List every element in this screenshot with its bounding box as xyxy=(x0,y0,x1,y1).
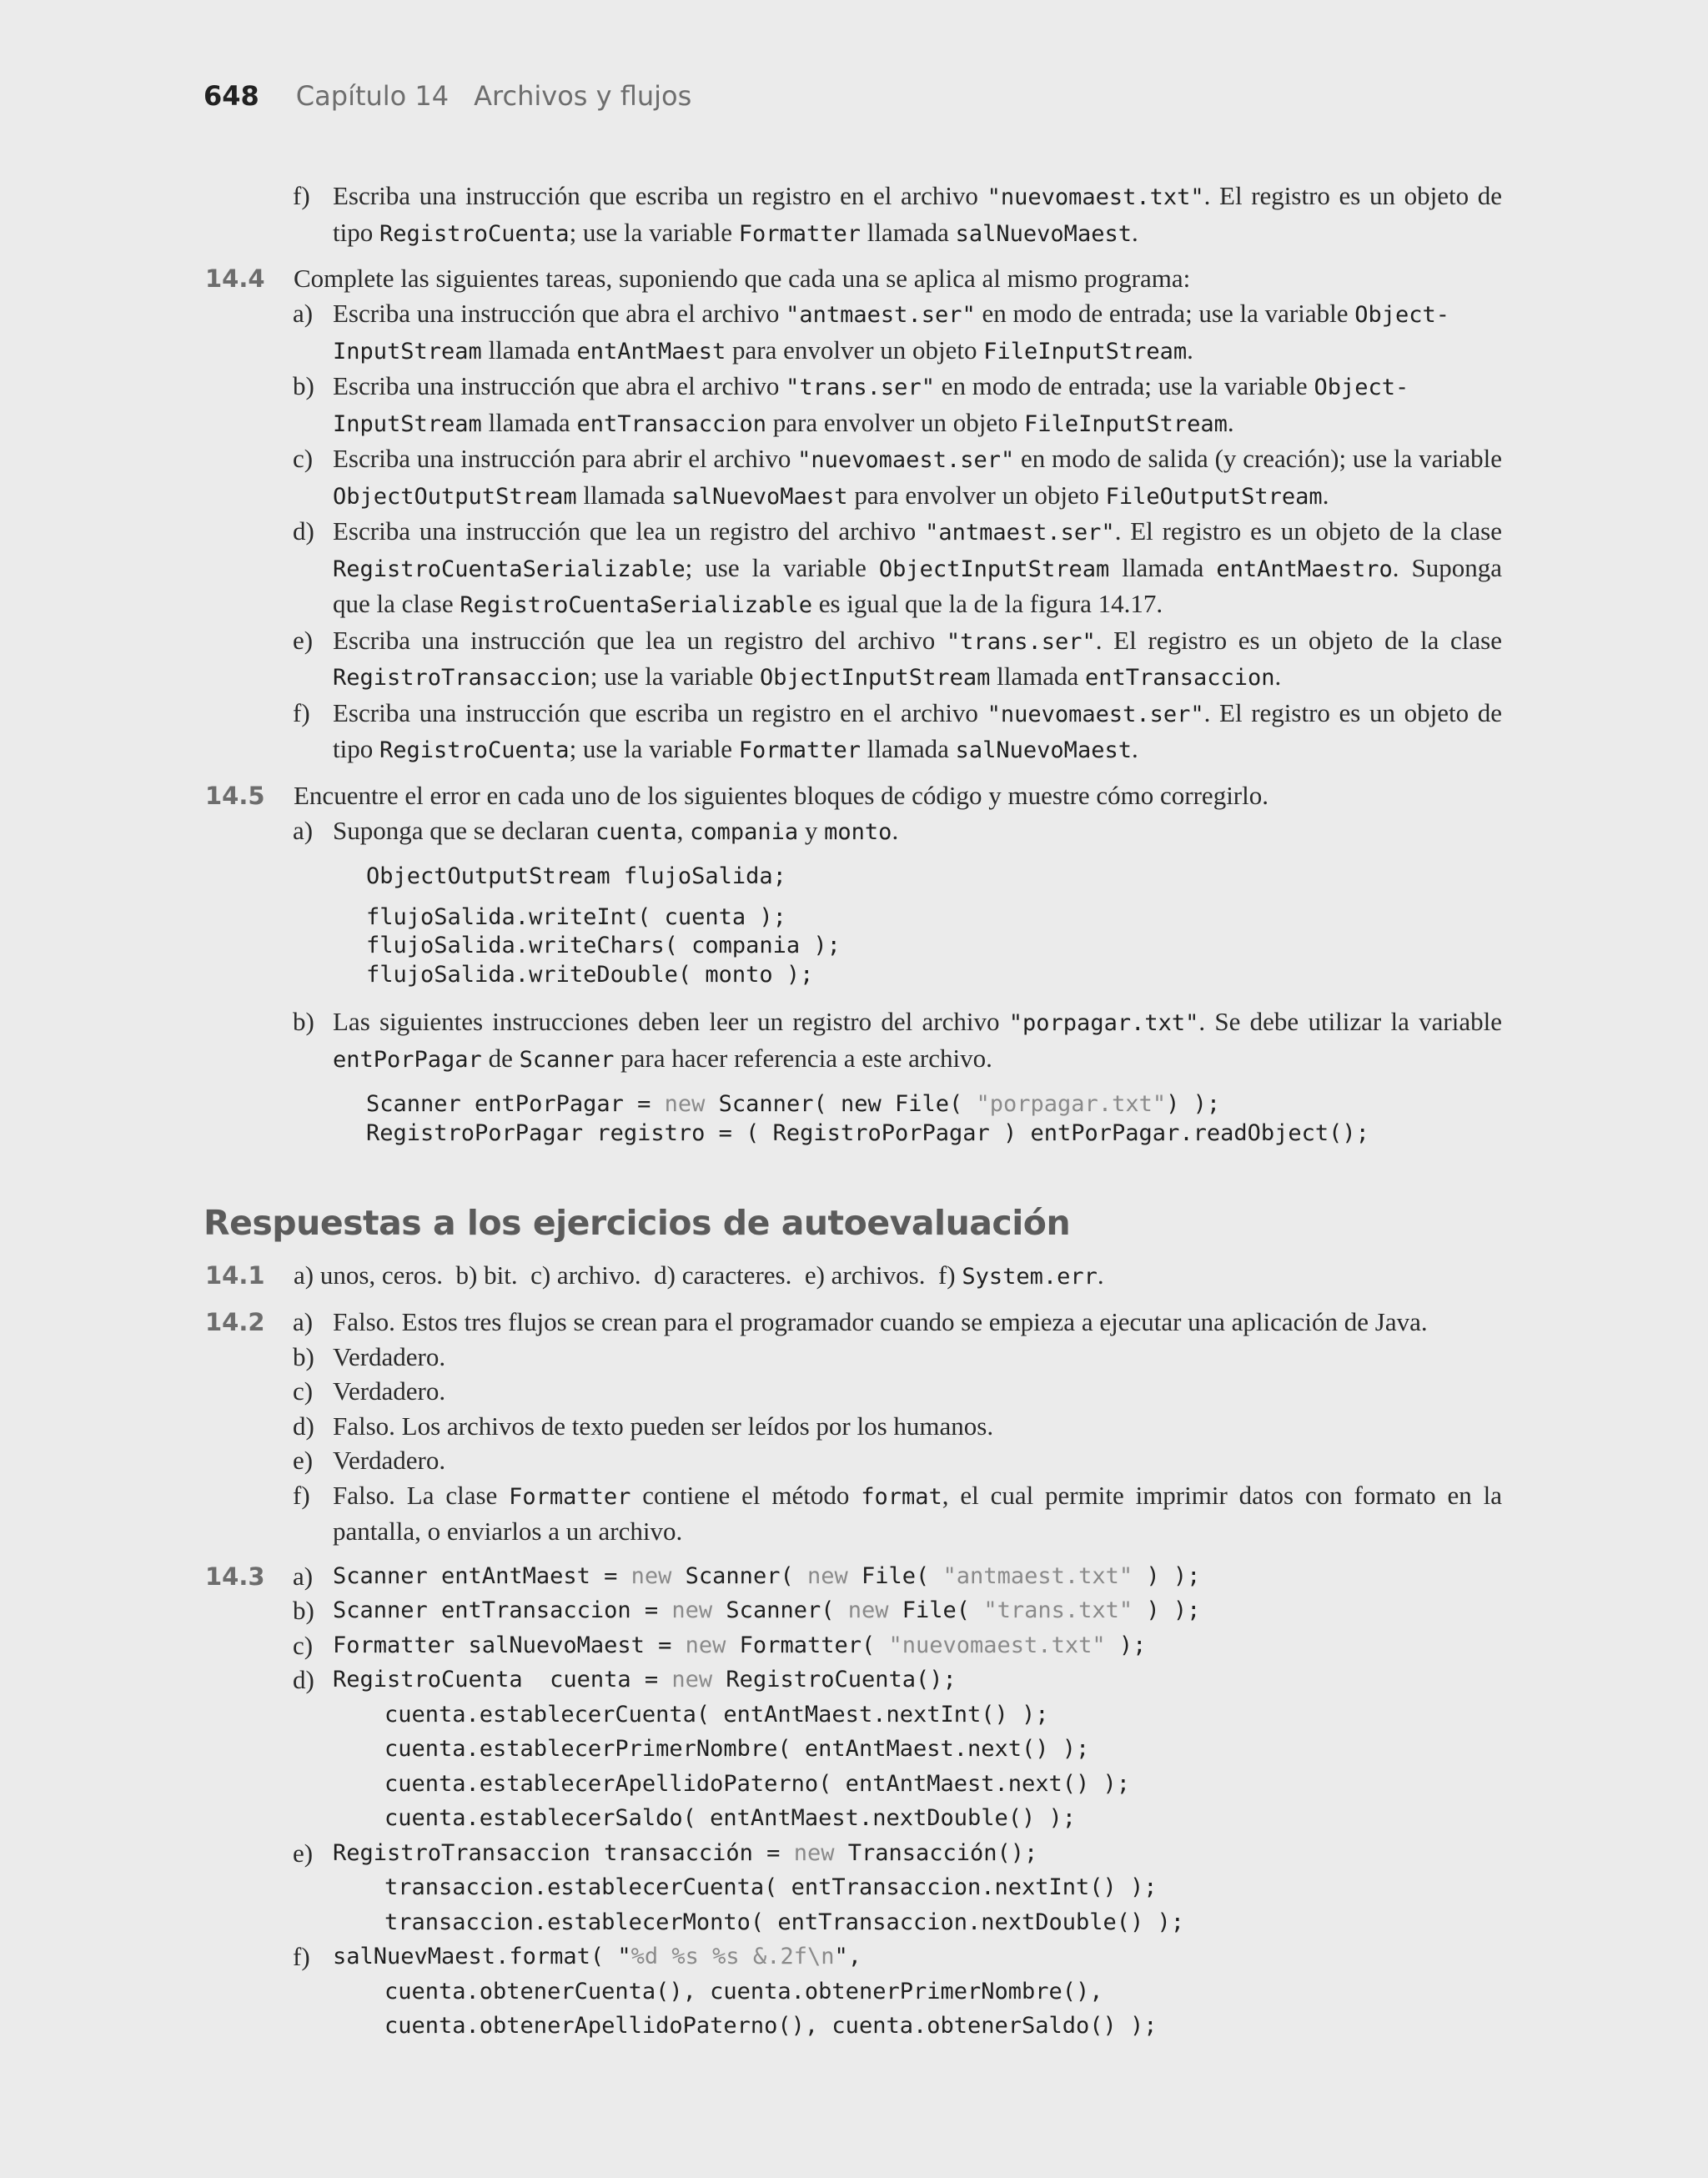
exercise-item-a xyxy=(0,296,1708,369)
code-line: Scanner entTransaccion = new Scanner( new File( "trans.txt" ) ); xyxy=(333,1597,1201,1623)
answer-item-a: a) Scanner entAntMaest = new Scanner( new File( "antmaest.txt" ) ); xyxy=(0,1559,1708,1594)
answer-item-d: d) Falso. Los archivos de texto pueden ser leídos por los humanos. xyxy=(293,1411,994,1441)
code-line: flujoSalida.writeInt( cuenta ); xyxy=(366,903,786,930)
item-letter: a) xyxy=(293,299,314,328)
exercise-item-d xyxy=(0,514,1708,623)
item-text: Escriba una instrucción que lea un registro del archivo "trans.ser". El registro es un objeto de la clase RegistroTransaccion; use la variable ObjectInputStream llamada entTransaccion. xyxy=(333,625,1502,691)
exercise-item-b xyxy=(0,369,1708,441)
exercise-item-e xyxy=(0,623,1708,696)
item-text: Las siguientes instrucciones deben leer un registro del archivo "porpagar.txt". Se debe utilizar la variable entPorPagar de Scanner para hacer referencia a este archivo. xyxy=(333,1007,1502,1073)
item-text: Escriba una instrucción que abra el archivo "trans.ser" en modo de entrada; use la variable Object- InputStream llamada entTransaccion para envolver un objeto FileInputStream. xyxy=(333,371,1409,437)
answer-item-f: f) salNuevMaest.format( "%d %s %s &.2f\n", cuenta.obtenerCuenta(), cuenta.obtenerPrimerNombre(), cuenta.obtenerApellidoPaterno(), cuenta.obtenerSaldo() ); xyxy=(0,1939,1708,2044)
page-number: 648 xyxy=(203,80,259,112)
answer-14-1 xyxy=(0,1258,1708,1295)
code-line: transaccion.establecerCuenta( entTransaccion.nextInt() ); xyxy=(384,1874,1158,1900)
code-line: RegistroCuenta cuenta = new RegistroCuenta(); xyxy=(333,1667,957,1693)
chapter-title: Archivos y flujos xyxy=(474,80,692,112)
answer-item-d: d) RegistroCuenta cuenta = new RegistroCuenta(); cuenta.establecerCuenta( entAntMaest.nextInt() ); cuenta.establecerPrimerNombre( entAntMaest.next() ); cuenta.establecerApellidoPaterno( entAntMaest.next() ); cuenta.establecerSaldo( entAntMaest.nextDouble() ); xyxy=(0,1662,1708,1836)
code-block xyxy=(0,1090,1708,1148)
item-letter: a) xyxy=(293,815,314,845)
item-letter: c) xyxy=(293,444,314,473)
code-line: cuenta.establecerCuenta( entAntMaest.nextInt() ); xyxy=(384,1701,1049,1728)
code-line: cuenta.obtenerCuenta(), cuenta.obtenerPrimerNombre(), xyxy=(384,1978,1103,2004)
chapter-label xyxy=(296,80,692,112)
code-line: salNuevMaest.format( "%d %s %s &.2f\n", xyxy=(333,1944,862,1969)
exercise-item-b xyxy=(0,1004,1708,1077)
answer-item-b: b) Verdadero. xyxy=(293,1341,446,1371)
item-text: Escriba una instrucción que escriba un registro en el archivo "nuevomaest.ser". El registro es un objeto de tipo RegistroCuenta; use la variable Formatter llamada salNuevoMaest. xyxy=(333,697,1503,763)
code-line: Scanner entAntMaest = new Scanner( new File( "antmaest.txt" ) ); xyxy=(333,1562,1201,1589)
item-text: Suponga que se declaran cuenta, compania y monto. xyxy=(333,815,899,845)
item-text: Escriba una instrucción que abra el archivo "antmaest.ser" en modo de entrada; use la variable Object- InputStream llamada entAntMaest para envolver un objeto FileInputStream. xyxy=(333,299,1449,365)
code-line: RegistroTransaccion transacción = new Transacción(); xyxy=(333,1839,1038,1866)
exercise-item-c xyxy=(0,441,1708,514)
answer-14-3 xyxy=(0,1559,1708,2044)
answers-heading: Respuestas a los ejercicios de autoevaluación xyxy=(203,1203,1071,1243)
answer-14-2 xyxy=(0,1305,1708,1549)
code-line: Formatter salNuevoMaest = new Formatter( "nuevomaest.txt" ); xyxy=(333,1632,1147,1658)
exercise-number: 14.4 xyxy=(205,264,265,293)
code-line: cuenta.establecerPrimerNombre( entAntMaest.next() ); xyxy=(384,1736,1090,1762)
exercise-intro: Complete las siguientes tareas, suponiendo que cada una se aplica al mismo programa: xyxy=(294,264,1191,293)
item-letter: d) xyxy=(293,516,314,546)
code-line: cuenta.establecerApellidoPaterno( entAntMaest.next() ); xyxy=(384,1770,1131,1797)
answer-item-e: e) Verdadero. xyxy=(293,1446,446,1475)
exercise-intro: Encuentre el error en cada uno de los siguientes bloques de código y muestre cómo corregirlo. xyxy=(294,780,1268,810)
running-header xyxy=(203,80,691,112)
chapter-number: Capítulo 14 xyxy=(295,80,450,112)
answer-number: 14.2 xyxy=(205,1308,265,1336)
exercise-14-4 xyxy=(0,261,1708,768)
exercise-14-3-continued xyxy=(0,179,1708,251)
item-letter: f) xyxy=(293,181,310,210)
page-content xyxy=(0,179,1708,2044)
answer-item-a: a) Falso. Estos tres flujos se crean para el programador cuando se empieza a ejecutar una aplicación de Java. xyxy=(293,1307,1428,1336)
item-text: Escriba una instrucción que lea un registro del archivo "antmaest.ser". El registro es un objeto de la clase RegistroCuentaSerializable; use la variable ObjectInputStream llamada entAntMaestro. Suponga que la clase RegistroCuentaSerializable es igual que la de la figura 14.17. xyxy=(333,516,1503,618)
answer-item-e: e) RegistroTransaccion transacción = new Transacción(); transaccion.establecerCuenta( entTransaccion.nextInt() ); transaccion.establecerMonto( entTransaccion.nextDouble() ); xyxy=(0,1836,1708,1940)
code-line: transaccion.establecerMonto( entTransaccion.nextDouble() ); xyxy=(384,1909,1185,1935)
answer-number: 14.3 xyxy=(205,1562,265,1591)
answer-item-c: c) Formatter salNuevoMaest = new Formatter( "nuevomaest.txt" ); xyxy=(0,1628,1708,1663)
code-line: flujoSalida.writeChars( compania ); xyxy=(366,933,841,958)
item-letter: f) xyxy=(293,697,310,727)
exercise-item-f xyxy=(0,696,1708,768)
answer-text: a) unos, ceros. b) bit. c) archivo. d) caracteres. e) archivos. f) System.err. xyxy=(294,1260,1104,1290)
item-letter: e) xyxy=(293,625,314,655)
exercise-item-a xyxy=(0,813,1708,850)
code-line: RegistroPorPagar registro = ( RegistroPorPagar ) entPorPagar.readObject(); xyxy=(366,1119,1369,1146)
item-text: Escriba una instrucción para abrir el archivo "nuevomaest.ser" en modo de salida (y creación); use la variable ObjectOutputStream llamada salNuevoMaest para envolver un objeto FileOutputStream. xyxy=(333,444,1502,510)
code-block: ObjectOutputStream flujoSalida; xyxy=(366,863,786,889)
exercise-item-f xyxy=(0,179,1708,251)
code-line: flujoSalida.writeDouble( monto ); xyxy=(366,961,814,988)
answer-number: 14.1 xyxy=(205,1261,265,1290)
answer-item-f: f) Falso. La clase Formatter contiene el método format, el cual permite imprimir datos con formato en la pantalla, o enviarlos a un archivo. xyxy=(293,1480,1502,1546)
item-letter: b) xyxy=(293,1007,314,1036)
answer-item-b: b) Scanner entTransaccion = new Scanner( new File( "trans.txt" ) ); xyxy=(0,1593,1708,1628)
code-line: cuenta.establecerSaldo( entAntMaest.nextDouble() ); xyxy=(384,1805,1077,1831)
code-block xyxy=(0,903,1708,990)
answer-item-c: c) Verdadero. xyxy=(293,1376,446,1406)
code-line: cuenta.obtenerApellidoPaterno(), cuenta.obtenerSaldo() ); xyxy=(384,2013,1158,2039)
item-text: Escriba una instrucción que escriba un registro en el archivo "nuevomaest.txt". El registro es un objeto de tipo RegistroCuenta; use la variable Formatter llamada salNuevoMaest. xyxy=(333,181,1503,247)
exercise-number: 14.5 xyxy=(205,781,265,810)
exercise-14-5 xyxy=(0,778,1708,1149)
item-letter: b) xyxy=(293,371,314,400)
code-line: Scanner entPorPagar = new Scanner( new File( "porpagar.txt") ); xyxy=(366,1091,1221,1117)
